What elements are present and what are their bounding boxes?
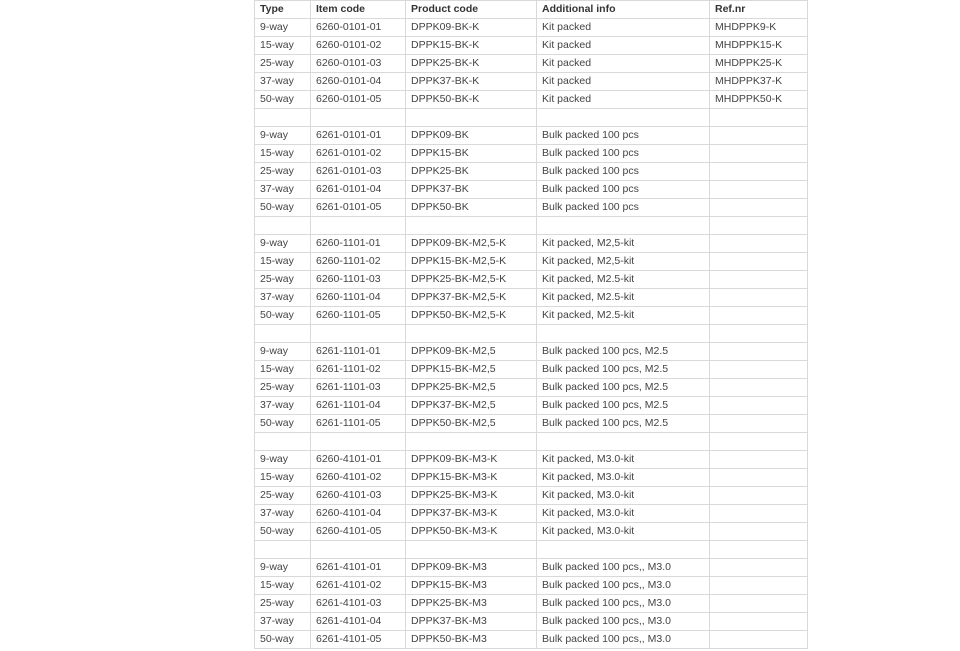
cell-product-code: DPPK37-BK [406,181,537,199]
cell-product-code: DPPK09-BK-M2,5 [406,343,537,361]
cell-type: 25-way [255,595,311,613]
empty-cell [255,325,311,343]
cell-additional-info: Kit packed [537,37,710,55]
cell-type: 9-way [255,127,311,145]
empty-cell [255,109,311,127]
cell-item-code: 6260-1101-03 [311,271,406,289]
cell-additional-info: Kit packed, M2.5-kit [537,289,710,307]
cell-ref-nr [710,163,808,181]
cell-item-code: 6261-0101-03 [311,163,406,181]
cell-additional-info: Bulk packed 100 pcs [537,163,710,181]
empty-cell [710,109,808,127]
cell-product-code: DPPK09-BK-M2,5-K [406,235,537,253]
table-row [255,361,808,379]
empty-cell [311,217,406,235]
table-row [255,559,808,577]
cell-item-code: 6260-0101-01 [311,19,406,37]
cell-product-code: DPPK15-BK-M3-K [406,469,537,487]
table-row [255,415,808,433]
cell-product-code: DPPK37-BK-M3-K [406,505,537,523]
cell-type: 15-way [255,145,311,163]
cell-product-code: DPPK25-BK-M2,5 [406,379,537,397]
cell-product-code: DPPK25-BK-K [406,55,537,73]
cell-ref-nr [710,307,808,325]
empty-cell [710,433,808,451]
cell-ref-nr [710,181,808,199]
empty-cell [710,325,808,343]
cell-item-code: 6261-4101-05 [311,631,406,649]
cell-product-code: DPPK50-BK-M3-K [406,523,537,541]
empty-cell [406,433,537,451]
empty-cell [406,541,537,559]
cell-type: 9-way [255,343,311,361]
cell-type: 50-way [255,199,311,217]
cell-ref-nr [710,451,808,469]
cell-additional-info: Bulk packed 100 pcs,, M3.0 [537,631,710,649]
cell-type: 25-way [255,271,311,289]
cell-type: 50-way [255,631,311,649]
header-row [255,1,808,19]
table-row [255,379,808,397]
header-type: Type [255,1,311,19]
cell-item-code: 6261-1101-01 [311,343,406,361]
cell-type: 9-way [255,451,311,469]
cell-ref-nr [710,145,808,163]
cell-additional-info: Bulk packed 100 pcs, M2.5 [537,343,710,361]
group-spacer-row [255,325,808,343]
cell-additional-info: Kit packed, M2.5-kit [537,307,710,325]
cell-item-code: 6261-0101-01 [311,127,406,145]
cell-item-code: 6260-4101-03 [311,487,406,505]
cell-additional-info: Kit packed, M3.0-kit [537,487,710,505]
cell-type: 50-way [255,523,311,541]
empty-cell [255,217,311,235]
cell-item-code: 6261-1101-05 [311,415,406,433]
cell-item-code: 6260-0101-02 [311,37,406,55]
table-row [255,505,808,523]
cell-additional-info: Kit packed [537,19,710,37]
cell-product-code: DPPK25-BK-M3-K [406,487,537,505]
cell-ref-nr [710,361,808,379]
cell-ref-nr [710,253,808,271]
cell-additional-info: Bulk packed 100 pcs, M2.5 [537,397,710,415]
table-row [255,577,808,595]
cell-product-code: DPPK37-BK-M2,5 [406,397,537,415]
cell-additional-info: Kit packed, M3.0-kit [537,469,710,487]
cell-type: 37-way [255,613,311,631]
cell-additional-info: Bulk packed 100 pcs, M2.5 [537,361,710,379]
cell-type: 15-way [255,253,311,271]
cell-item-code: 6261-1101-02 [311,361,406,379]
table-row [255,307,808,325]
cell-ref-nr: MHDPPK25-K [710,55,808,73]
cell-type: 9-way [255,19,311,37]
empty-cell [537,217,710,235]
cell-product-code: DPPK25-BK-M2,5-K [406,271,537,289]
empty-cell [537,541,710,559]
cell-additional-info: Bulk packed 100 pcs, M2.5 [537,415,710,433]
table-row [255,469,808,487]
cell-type: 50-way [255,307,311,325]
cell-additional-info: Kit packed, M2,5-kit [537,235,710,253]
cell-product-code: DPPK50-BK-M3 [406,631,537,649]
cell-ref-nr [710,397,808,415]
table-row [255,595,808,613]
product-table-container [254,0,807,649]
cell-product-code: DPPK37-BK-M3 [406,613,537,631]
cell-item-code: 6260-4101-04 [311,505,406,523]
cell-type: 15-way [255,37,311,55]
cell-ref-nr [710,487,808,505]
cell-ref-nr [710,199,808,217]
header-ref-nr: Ref.nr [710,1,808,19]
product-table [254,0,808,649]
cell-ref-nr [710,631,808,649]
cell-ref-nr [710,613,808,631]
table-row [255,487,808,505]
cell-product-code: DPPK15-BK-M2,5 [406,361,537,379]
cell-item-code: 6260-4101-05 [311,523,406,541]
cell-additional-info: Kit packed [537,55,710,73]
cell-ref-nr [710,343,808,361]
cell-item-code: 6260-0101-05 [311,91,406,109]
empty-cell [710,217,808,235]
cell-additional-info: Bulk packed 100 pcs,, M3.0 [537,613,710,631]
cell-additional-info: Kit packed, M3.0-kit [537,451,710,469]
cell-item-code: 6261-0101-05 [311,199,406,217]
cell-item-code: 6261-0101-02 [311,145,406,163]
cell-additional-info: Bulk packed 100 pcs [537,199,710,217]
cell-ref-nr [710,559,808,577]
cell-product-code: DPPK09-BK-M3 [406,559,537,577]
table-row [255,451,808,469]
cell-additional-info: Bulk packed 100 pcs [537,127,710,145]
table-row [255,199,808,217]
empty-cell [311,325,406,343]
cell-additional-info: Bulk packed 100 pcs, M2.5 [537,379,710,397]
cell-ref-nr [710,127,808,145]
empty-cell [537,109,710,127]
table-row [255,235,808,253]
header-item-code: Item code [311,1,406,19]
table-row [255,253,808,271]
cell-product-code: DPPK15-BK-M3 [406,577,537,595]
cell-product-code: DPPK15-BK-K [406,37,537,55]
cell-additional-info: Kit packed [537,73,710,91]
cell-additional-info: Kit packed, M3.0-kit [537,505,710,523]
cell-additional-info: Bulk packed 100 pcs,, M3.0 [537,559,710,577]
table-body [255,19,808,649]
cell-additional-info: Kit packed, M3.0-kit [537,523,710,541]
cell-product-code: DPPK25-BK [406,163,537,181]
empty-cell [311,433,406,451]
empty-cell [406,109,537,127]
cell-item-code: 6261-4101-03 [311,595,406,613]
table-row [255,163,808,181]
empty-cell [406,325,537,343]
cell-type: 50-way [255,415,311,433]
empty-cell [255,541,311,559]
cell-product-code: DPPK50-BK-M2,5 [406,415,537,433]
cell-additional-info: Kit packed, M2,5-kit [537,253,710,271]
cell-type: 15-way [255,469,311,487]
cell-item-code: 6261-4101-02 [311,577,406,595]
cell-product-code: DPPK50-BK [406,199,537,217]
table-row [255,289,808,307]
group-spacer-row [255,433,808,451]
cell-ref-nr [710,235,808,253]
cell-ref-nr: MHDPPK50-K [710,91,808,109]
cell-type: 37-way [255,505,311,523]
cell-product-code: DPPK15-BK-M2,5-K [406,253,537,271]
table-row [255,523,808,541]
table-header [255,1,808,19]
empty-cell [255,433,311,451]
cell-item-code: 6261-1101-04 [311,397,406,415]
cell-type: 37-way [255,181,311,199]
cell-item-code: 6260-1101-05 [311,307,406,325]
empty-cell [537,325,710,343]
group-spacer-row [255,541,808,559]
cell-item-code: 6261-1101-03 [311,379,406,397]
cell-product-code: DPPK15-BK [406,145,537,163]
group-spacer-row [255,217,808,235]
cell-ref-nr: MHDPPK9-K [710,19,808,37]
cell-product-code: DPPK50-BK-M2,5-K [406,307,537,325]
table-row [255,127,808,145]
cell-additional-info: Bulk packed 100 pcs,, M3.0 [537,577,710,595]
cell-ref-nr [710,505,808,523]
cell-item-code: 6261-4101-04 [311,613,406,631]
cell-additional-info: Kit packed, M2.5-kit [537,271,710,289]
table-row [255,397,808,415]
cell-type: 37-way [255,289,311,307]
cell-item-code: 6261-4101-01 [311,559,406,577]
cell-additional-info: Bulk packed 100 pcs,, M3.0 [537,595,710,613]
cell-item-code: 6261-0101-04 [311,181,406,199]
cell-ref-nr [710,577,808,595]
table-row [255,145,808,163]
group-spacer-row [255,109,808,127]
cell-ref-nr [710,595,808,613]
table-row [255,181,808,199]
cell-product-code: DPPK37-BK-M2,5-K [406,289,537,307]
cell-item-code: 6260-0101-03 [311,55,406,73]
empty-cell [311,541,406,559]
header-product-code: Product code [406,1,537,19]
cell-type: 25-way [255,55,311,73]
cell-product-code: DPPK09-BK-M3-K [406,451,537,469]
empty-cell [406,217,537,235]
table-row [255,73,808,91]
cell-type: 25-way [255,163,311,181]
cell-product-code: DPPK25-BK-M3 [406,595,537,613]
empty-cell [311,109,406,127]
table-row [255,91,808,109]
cell-type: 37-way [255,73,311,91]
cell-additional-info: Bulk packed 100 pcs [537,145,710,163]
table-row [255,55,808,73]
cell-product-code: DPPK50-BK-K [406,91,537,109]
cell-item-code: 6260-1101-01 [311,235,406,253]
cell-type: 15-way [255,361,311,379]
cell-type: 25-way [255,379,311,397]
table-row [255,37,808,55]
cell-ref-nr: MHDPPK37-K [710,73,808,91]
cell-item-code: 6260-1101-04 [311,289,406,307]
cell-ref-nr [710,271,808,289]
table-row [255,19,808,37]
cell-item-code: 6260-4101-01 [311,451,406,469]
cell-item-code: 6260-4101-02 [311,469,406,487]
table-row [255,613,808,631]
cell-type: 25-way [255,487,311,505]
empty-cell [537,433,710,451]
cell-ref-nr: MHDPPK15-K [710,37,808,55]
table-row [255,343,808,361]
cell-product-code: DPPK09-BK-K [406,19,537,37]
cell-additional-info: Kit packed [537,91,710,109]
cell-type: 50-way [255,91,311,109]
cell-additional-info: Bulk packed 100 pcs [537,181,710,199]
cell-ref-nr [710,289,808,307]
table-row [255,271,808,289]
cell-ref-nr [710,379,808,397]
cell-type: 37-way [255,397,311,415]
cell-ref-nr [710,523,808,541]
empty-cell [710,541,808,559]
cell-type: 9-way [255,559,311,577]
table-row [255,631,808,649]
cell-type: 15-way [255,577,311,595]
cell-product-code: DPPK37-BK-K [406,73,537,91]
cell-product-code: DPPK09-BK [406,127,537,145]
cell-type: 9-way [255,235,311,253]
header-additional-info: Additional info [537,1,710,19]
cell-ref-nr [710,415,808,433]
cell-ref-nr [710,469,808,487]
cell-item-code: 6260-1101-02 [311,253,406,271]
cell-item-code: 6260-0101-04 [311,73,406,91]
